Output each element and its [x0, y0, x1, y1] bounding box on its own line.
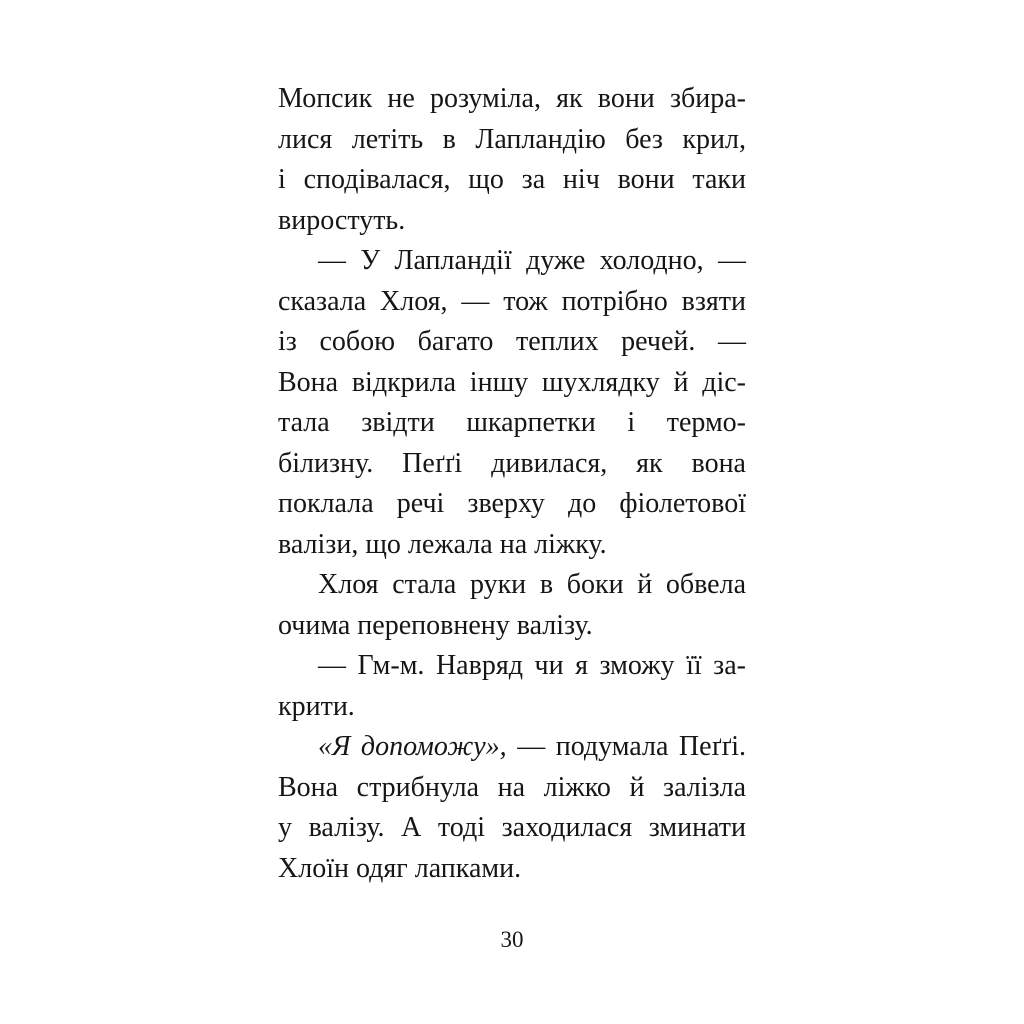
text-line-segment: — подумала Пеґґі. — [517, 731, 746, 762]
page-number: 30 — [500, 927, 524, 952]
paragraph — [278, 79, 746, 241]
text-line: валізи, що лежала на ліжку. — [278, 528, 607, 560]
paragraph — [278, 646, 746, 727]
thought-quote-italic: «Я допоможу», — [318, 731, 507, 762]
text-line: Вона стрибнула на ліжко й залізла — [278, 771, 746, 803]
text-line: Мопсик не розуміла, як вони збира- — [278, 83, 746, 114]
paragraph — [278, 565, 746, 646]
text-line: сказала Хлоя, — тож потрібно взяти — [278, 285, 746, 317]
text-line — [278, 727, 746, 768]
text-line: — У Лапландії дуже холодно, — — [318, 245, 746, 276]
paragraph — [278, 241, 746, 565]
text-line: і сподівалася, що за ніч вони таки — [278, 164, 746, 195]
text-line: очима переповнену валізу. — [278, 609, 593, 641]
text-line: лися летіть в Лапландію без крил, — [278, 123, 746, 155]
text-line: тала звідти шкарпетки і термо- — [278, 407, 746, 438]
text-line: поклала речі зверху до фіолетової — [278, 488, 746, 519]
text-line: Хлоя стала руки в боки й обвела — [318, 569, 746, 600]
text-line: Хлоїн одяг лапками. — [278, 852, 522, 884]
text-line: білизну. Пеґґі дивилася, як вона — [278, 447, 746, 479]
text-line: Вона відкрила іншу шухлядку й діс- — [278, 366, 746, 398]
paragraph — [278, 727, 746, 889]
page-text-block — [278, 79, 746, 889]
text-line: виростуть. — [278, 204, 406, 236]
text-line: у валізу. А тоді заходилася зминати — [278, 812, 746, 843]
text-line: із собою багато теплих речей. — — [278, 326, 746, 357]
text-line: — Гм-м. Навряд чи я зможу її за- — [318, 650, 746, 681]
text-line: крити. — [278, 690, 355, 722]
